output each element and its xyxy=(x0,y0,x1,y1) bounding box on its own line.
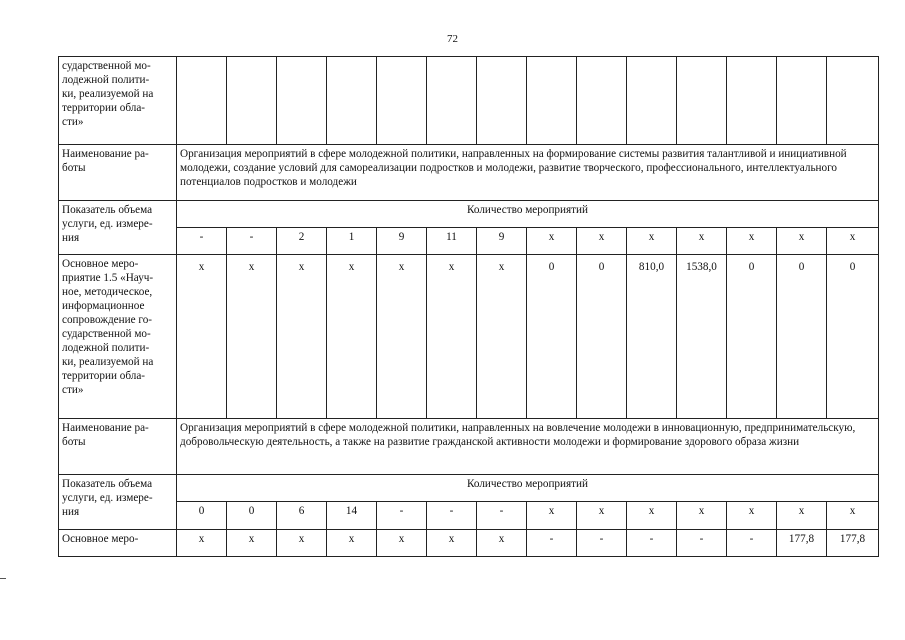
value-cell: x xyxy=(377,255,427,419)
value-cell: x xyxy=(677,228,727,255)
value-cell: - xyxy=(477,502,527,530)
value-cell: x xyxy=(327,255,377,419)
row-label: Показатель объема услуги, ед. измере- ния xyxy=(59,475,177,530)
value-cell: x xyxy=(727,228,777,255)
value-cell: x xyxy=(427,530,477,557)
table-row xyxy=(59,530,879,557)
value-cell: 0 xyxy=(727,255,777,419)
value-cell: 1538,0 xyxy=(677,255,727,419)
value-cell: - xyxy=(727,530,777,557)
value-cell: x xyxy=(727,502,777,530)
value-cell: - xyxy=(377,502,427,530)
table-row xyxy=(59,255,879,419)
value-cell: x xyxy=(177,255,227,419)
row-label: Основное меро- приятие 1.5 «Науч- ное, методическое, информационное сопровождение го- сударственной мо- лодежной полити- ки, реализуемой на территории обла- сти» xyxy=(59,255,177,419)
value-cell: 0 xyxy=(577,255,627,419)
value-cell: x xyxy=(527,502,577,530)
value-cell: x xyxy=(527,228,577,255)
value-cell: 0 xyxy=(527,255,577,419)
value-cell: x xyxy=(627,502,677,530)
value-cell: 0 xyxy=(227,502,277,530)
table-row xyxy=(59,502,879,530)
work-description: Организация мероприятий в сфере молодежной политики, направленных на вовлечение молодежи в инновационную, предпринимательскую, добровольческую деятельность, а также на развитие гражданской активности молодежи и формирование здорового образа жизни xyxy=(177,419,879,475)
indicator-heading: Количество мероприятий xyxy=(177,475,879,502)
row-label: Показатель объема услуги, ед. измере- ния xyxy=(59,201,177,255)
value-cell: x xyxy=(477,530,527,557)
value-cell: x xyxy=(827,228,879,255)
table-row xyxy=(59,201,879,228)
margin-tick xyxy=(0,578,6,579)
row-label: сударственной мо- лодежной полити- ки, реализуемой на территории обла- сти» xyxy=(59,57,177,145)
value-cell: x xyxy=(827,502,879,530)
value-cell: 177,8 xyxy=(777,530,827,557)
work-description: Организация мероприятий в сфере молодежной политики, направленных на формирование системы развития талантливой и инициативной молодежи, создание условий для самореализации подростков и молодежи, развитие творческого, профессионального, интеллектуального потенциалов подростков и молодежи xyxy=(177,145,879,201)
value-cell: x xyxy=(577,228,627,255)
value-cell: x xyxy=(227,530,277,557)
value-cell: x xyxy=(427,255,477,419)
value-cell: x xyxy=(627,228,677,255)
value-cell: - xyxy=(227,228,277,255)
value-cell: 177,8 xyxy=(827,530,879,557)
value-cell: - xyxy=(677,530,727,557)
value-cell: 9 xyxy=(377,228,427,255)
value-cell: x xyxy=(677,502,727,530)
value-cell: 1 xyxy=(327,228,377,255)
value-cell: x xyxy=(227,255,277,419)
value-cell: x xyxy=(177,530,227,557)
value-cell: x xyxy=(577,502,627,530)
table-row xyxy=(59,57,879,145)
value-cell: - xyxy=(177,228,227,255)
indicator-heading: Количество мероприятий xyxy=(177,201,879,228)
value-cell: x xyxy=(327,530,377,557)
value-cell: - xyxy=(627,530,677,557)
page-number: 72 xyxy=(447,33,458,45)
value-cell: x xyxy=(277,255,327,419)
value-cell: x xyxy=(777,502,827,530)
value-cell: - xyxy=(577,530,627,557)
table-row xyxy=(59,419,879,475)
value-cell: - xyxy=(527,530,577,557)
value-cell: 9 xyxy=(477,228,527,255)
table-row xyxy=(59,145,879,201)
value-cell: 14 xyxy=(327,502,377,530)
row-label: Наименование ра- боты xyxy=(59,419,177,475)
value-cell: 6 xyxy=(277,502,327,530)
value-cell: 0 xyxy=(177,502,227,530)
value-cell: x xyxy=(777,228,827,255)
value-cell: 11 xyxy=(427,228,477,255)
value-cell: x xyxy=(377,530,427,557)
budget-table xyxy=(58,56,879,557)
table-row xyxy=(59,475,879,502)
value-cell: x xyxy=(477,255,527,419)
value-cell: 0 xyxy=(777,255,827,419)
value-cell: - xyxy=(427,502,477,530)
row-label: Наименование ра- боты xyxy=(59,145,177,201)
value-cell: 0 xyxy=(827,255,879,419)
row-label: Основное меро- xyxy=(59,530,177,557)
value-cell: 810,0 xyxy=(627,255,677,419)
value-cell: x xyxy=(277,530,327,557)
value-cell: 2 xyxy=(277,228,327,255)
table-row xyxy=(59,228,879,255)
